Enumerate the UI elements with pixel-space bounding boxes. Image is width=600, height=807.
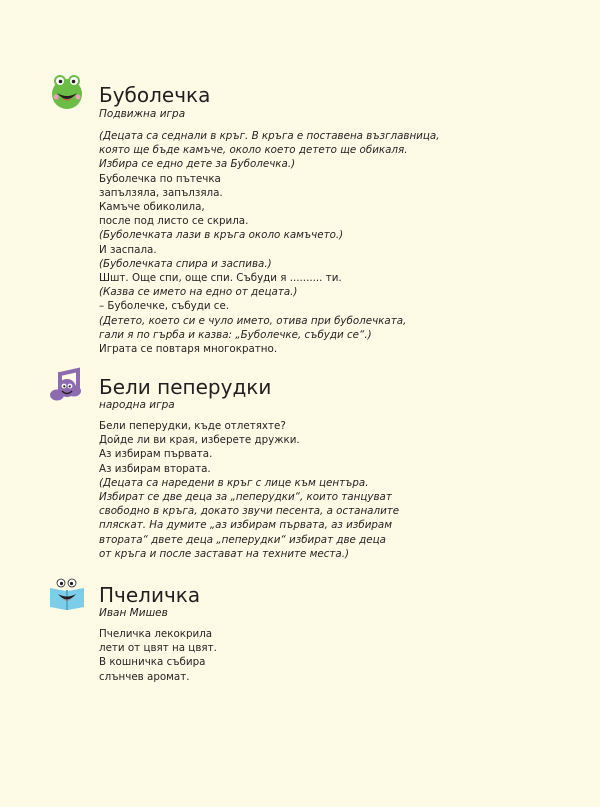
text-line: Избират се две деца за „пеперудки“, които танцуват (99, 491, 392, 504)
section-subtitle: народна игра (99, 399, 175, 411)
text-line: И заспала. (99, 243, 157, 256)
text-line: втората“ двете деца „пеперудки“ избират две деца (99, 533, 386, 546)
text-line: Шшт. Още спи, още спи. Събуди я .......... ти. (99, 272, 342, 285)
text-line: (Децата са седнали в кръг. В кръга е поставена възглавница, (99, 130, 440, 142)
section-title: Буболечка (99, 83, 211, 107)
section-subtitle: Иван Мишев (99, 607, 168, 619)
text-line: (Детето, което си е чуло името, отива при буболечката, (99, 314, 407, 327)
text-line: Пчеличка лекокрила (99, 628, 213, 640)
text-block (99, 129, 529, 356)
text-line: лети от цвят на цвят. (99, 642, 217, 655)
text-line: Бели пеперудки, къде отлетяхте? (99, 420, 286, 432)
text-line: от кръга и после застават на техните места.) (99, 547, 349, 560)
text-line: гали я по гърба и казва: „Буболечке, събуди се“.) (99, 328, 372, 341)
section-title: Бели пеперудки (99, 375, 272, 399)
text-line: слънчев аромат. (99, 670, 190, 683)
text-line: (Казва се името на едно от децата.) (99, 286, 298, 299)
text-line: Играта се повтаря многократно. (99, 343, 278, 356)
text-line: после под листо се скрила. (99, 215, 249, 228)
book-face-icon (48, 576, 86, 614)
text-line: Избира се едно дете за Буболечка.) (99, 158, 296, 171)
text-line: която ще бъде камъче, около което детето ще обикаля. (99, 144, 408, 157)
text-line: пляскат. На думите „аз избирам първата, аз избирам (99, 519, 392, 532)
text-line: (Буболечката спира и заспива.) (99, 257, 272, 270)
text-line: Буболечка по пътечка (99, 172, 221, 185)
text-line: (Буболечката лази в кръга около камъчето.) (99, 229, 344, 242)
text-line: (Децата са наредени в кръг с лице към центъра. (99, 476, 369, 489)
music-note-face-icon (48, 366, 86, 404)
section-subtitle: Подвижна игра (99, 108, 186, 120)
text-line: свободно в кръга, докато звучи песента, а останалите (99, 505, 400, 518)
section-title: Пчеличка (99, 583, 201, 607)
text-block (99, 627, 529, 684)
text-line: В кошничка събира (99, 656, 206, 669)
text-line: Аз избирам втората. (99, 462, 211, 475)
text-line: Камъче обиколила, (99, 201, 205, 214)
text-block (99, 419, 529, 561)
text-line: – Буболечке, събуди се. (99, 300, 230, 313)
text-line: запълзяла, запълзяла. (99, 186, 223, 199)
frog-face-icon (48, 73, 86, 111)
text-line: Аз избирам първата. (99, 448, 213, 461)
text-line: Дойде ли ви края, изберете дружки. (99, 434, 300, 447)
